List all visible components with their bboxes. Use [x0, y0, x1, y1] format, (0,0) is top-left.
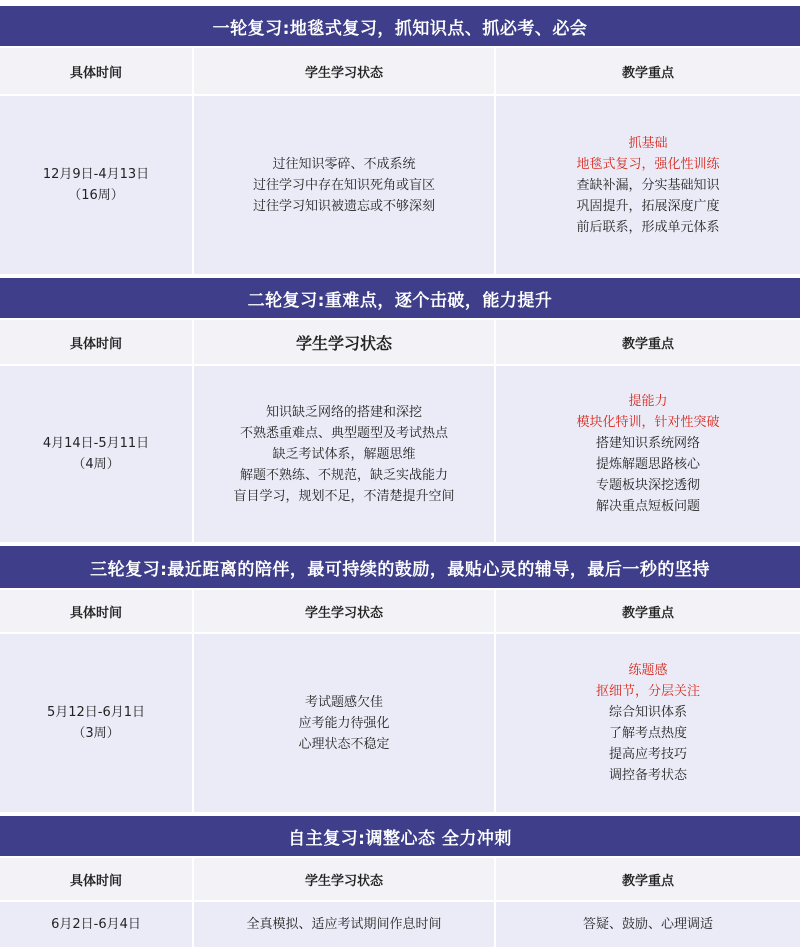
- section-3-title: 三轮复习:最近距离的陪伴，最可持续的鼓励，最贴心灵的辅导，最后一秒的坚持: [90, 559, 710, 580]
- focus-key-line: 抠细节，分层关注: [595, 684, 700, 699]
- focus-line: 专题板块深挖透彻: [595, 478, 700, 493]
- header-status: 学生学习状态: [192, 590, 494, 632]
- status-line: 考试题感欠佳: [304, 694, 383, 710]
- focus-line: 提炼解题思路核心: [595, 457, 700, 472]
- status-line: 过往学习知识被遗忘或不够深刻: [252, 198, 435, 214]
- focus-cell: [494, 634, 800, 812]
- focus-line: 综合知识体系: [608, 705, 687, 720]
- section-2-title: 二轮复习:重难点，逐个击破，能力提升: [247, 290, 553, 311]
- time-cell: [0, 634, 192, 812]
- focus-key-line: 提能力: [628, 394, 668, 409]
- status-line: 不熟悉重难点、典型题型及考试热点: [239, 425, 448, 441]
- focus-key-line: 练题感: [628, 663, 668, 678]
- section-1-header-row: [0, 48, 800, 94]
- section-2-body-row: [0, 366, 800, 542]
- focus-line: 提高应考技巧: [608, 747, 687, 762]
- header-focus: 教学重点: [494, 590, 800, 632]
- section-4-title: 自主复习:调整心态 全力冲刺: [288, 828, 512, 849]
- section-3-banner: [0, 546, 800, 588]
- header-time: 具体时间: [0, 320, 192, 364]
- focus-key-line: 抓基础: [628, 135, 668, 151]
- focus-cell: [494, 902, 800, 947]
- section-4-header-row: [0, 858, 800, 900]
- header-time: 具体时间: [0, 48, 192, 94]
- header-status: 学生学习状态: [192, 320, 494, 364]
- focus-line: 查缺补漏，分实基础知识: [576, 177, 720, 193]
- time-cell: [0, 366, 192, 542]
- section-4-banner: [0, 816, 800, 856]
- status-cell: [192, 366, 494, 542]
- status-line: 过往知识零碎、不成系统: [272, 156, 416, 172]
- header-time: 具体时间: [0, 858, 192, 900]
- time-range: 5月12日-6月1日: [46, 705, 146, 720]
- header-focus: 教学重点: [494, 858, 800, 900]
- section-1-banner: [0, 6, 800, 46]
- focus-key-line: 地毯式复习，强化性训练: [576, 156, 720, 172]
- header-time: 具体时间: [0, 590, 192, 632]
- focus-line: 巩固提升，拓展深度广度: [576, 198, 720, 214]
- time-cell: [0, 902, 192, 947]
- header-focus: 教学重点: [494, 320, 800, 364]
- status-line: 缺乏考试体系，解题思维: [272, 446, 416, 462]
- focus-line: 答疑、鼓励、心理调适: [582, 917, 713, 932]
- time-cell: [0, 96, 192, 274]
- status-line: 盲目学习，规划不足，不清楚提升空间: [233, 488, 455, 504]
- focus-line: 了解考点热度: [608, 726, 687, 741]
- header-status: 学生学习状态: [192, 48, 494, 94]
- focus-line: 前后联系，形成单元体系: [576, 219, 720, 235]
- time-range: 4月14日-5月11日: [42, 436, 150, 451]
- section-3-header-row: [0, 590, 800, 632]
- time-weeks: （4周）: [72, 457, 120, 472]
- focus-cell: [494, 96, 800, 274]
- section-2-header-row: [0, 320, 800, 364]
- section-1-title: 一轮复习:地毯式复习，抓知识点、抓必考、必会: [212, 18, 588, 39]
- time-range: 12月9日-4月13日: [42, 167, 150, 182]
- status-line: 过往学习中存在知识死角或盲区: [252, 177, 435, 193]
- status-line: 解题不熟练、不规范，缺乏实战能力: [239, 467, 448, 483]
- status-line: 知识缺乏网络的搭建和深挖: [265, 404, 422, 420]
- focus-cell: [494, 366, 800, 542]
- status-line: 应考能力待强化: [298, 715, 390, 731]
- status-cell: [192, 96, 494, 274]
- time-range: 6月2日-6月4日: [51, 917, 141, 932]
- section-2-banner: [0, 278, 800, 318]
- status-cell: [192, 902, 494, 947]
- focus-line: 调控备考状态: [608, 768, 687, 783]
- status-cell: [192, 634, 494, 812]
- focus-line: 搭建知识系统网络: [595, 436, 700, 451]
- status-line: 心理状态不稳定: [298, 736, 390, 752]
- section-1-body-row: [0, 96, 800, 274]
- header-status: 学生学习状态: [192, 858, 494, 900]
- time-weeks: （3周）: [72, 726, 120, 741]
- section-4-body-row: [0, 902, 800, 947]
- time-weeks: （16周）: [68, 188, 124, 203]
- header-focus: 教学重点: [494, 48, 800, 94]
- status-line: 全真模拟、适应考试期间作息时间: [246, 917, 442, 932]
- focus-key-line: 模块化特训，针对性突破: [576, 415, 720, 430]
- section-3-body-row: [0, 634, 800, 812]
- focus-line: 解决重点短板问题: [595, 499, 700, 514]
